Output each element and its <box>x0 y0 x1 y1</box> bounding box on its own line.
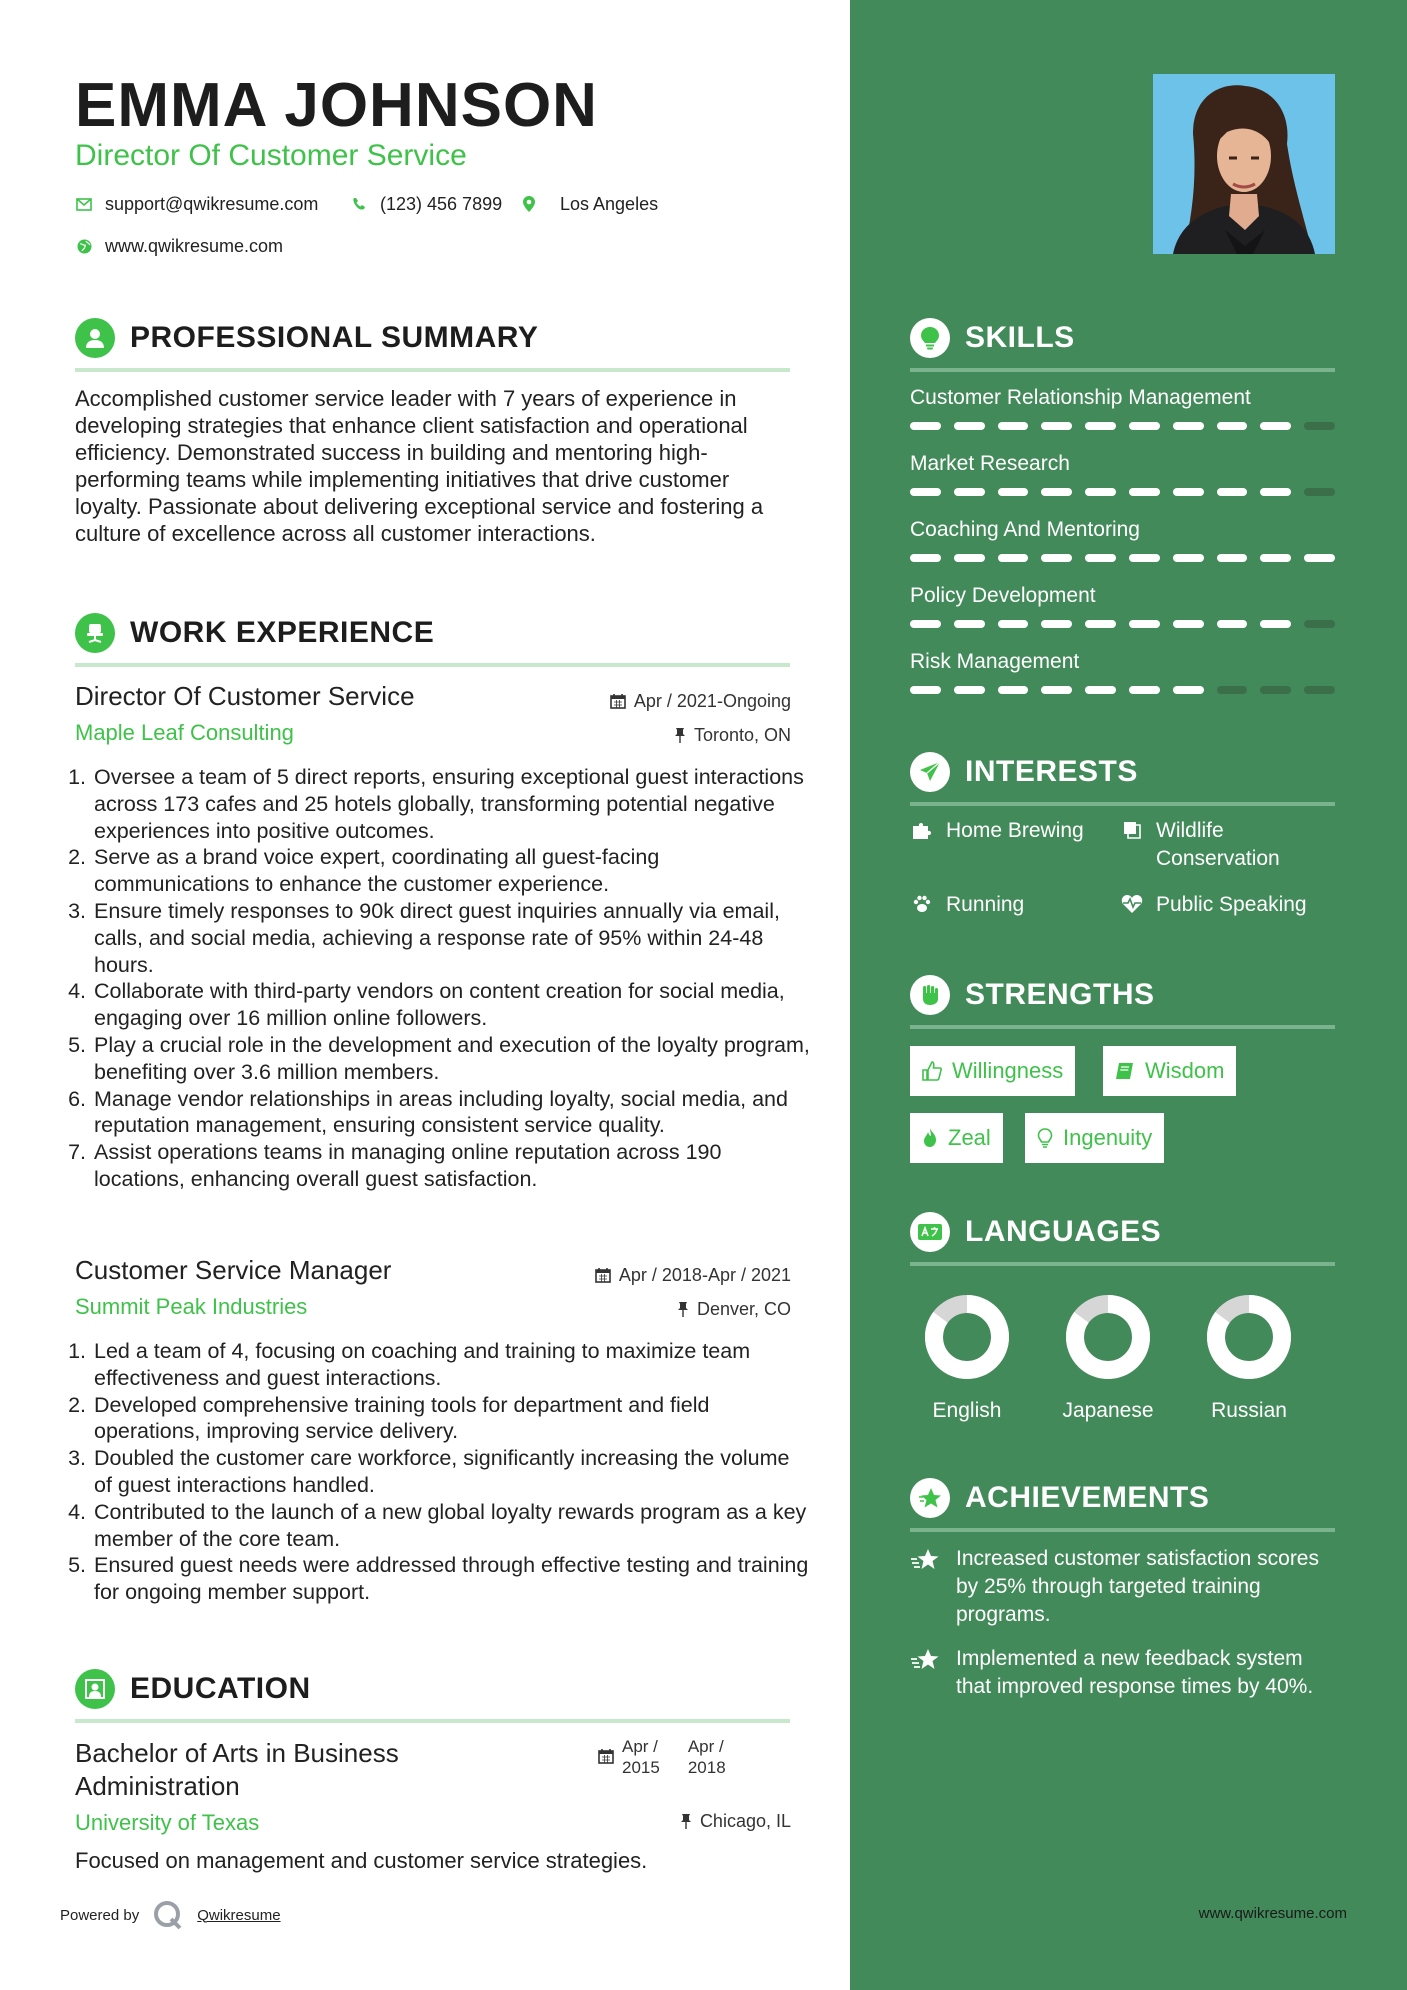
skill-segment-filled <box>1173 422 1204 430</box>
lightbulb-icon <box>1037 1128 1053 1148</box>
pushpin-icon <box>677 1301 689 1317</box>
skill-segment-filled <box>998 422 1029 430</box>
strength-label: Ingenuity <box>1063 1125 1153 1150</box>
phone-icon <box>350 197 368 211</box>
interest-item <box>910 817 1084 845</box>
strengths-heading: STRENGTHS <box>965 978 1155 1011</box>
job-2-dates-text: Apr / 2018-Apr / 2021 <box>618 1265 791 1285</box>
language-name: Japanese <box>1062 1399 1154 1422</box>
paper-plane-icon <box>910 752 950 792</box>
skill-segment-filled <box>998 620 1029 628</box>
skill-segment-filled <box>1129 620 1160 628</box>
languages-section-header <box>910 1206 1335 1266</box>
skill-item <box>910 648 1335 694</box>
skill-segment-filled <box>1173 620 1204 628</box>
pushpin-icon <box>680 1813 692 1829</box>
skill-name: Policy Development <box>910 584 1096 607</box>
list-item: 3. Doubled the customer care workforce, significantly increasing the volume of guest interactions handled. <box>92 1445 812 1499</box>
experience-heading: WORK EXPERIENCE <box>130 616 435 649</box>
graduate-icon <box>75 1669 115 1709</box>
book-icon <box>1120 817 1144 873</box>
job-2-location-text: Denver, CO <box>696 1299 791 1319</box>
sidebar <box>850 0 1407 1990</box>
skill-segment-empty <box>1304 620 1335 628</box>
skill-segment-filled <box>1260 488 1291 496</box>
skill-segment-filled <box>1304 554 1335 562</box>
language-name: Russian <box>1211 1399 1287 1422</box>
skill-segment-filled <box>1085 488 1116 496</box>
skill-segment-filled <box>1129 422 1160 430</box>
thumbs-up-icon <box>922 1061 942 1081</box>
language-donut <box>1204 1292 1294 1382</box>
job-2-location <box>677 1297 791 1321</box>
language-name: English <box>932 1399 1002 1422</box>
interest-item <box>1120 817 1280 873</box>
skill-name: Coaching And Mentoring <box>910 518 1140 541</box>
education-school: University of Texas <box>75 1810 260 1835</box>
job-1-dates-text: Apr / 2021-Ongoing <box>633 691 791 711</box>
languages-heading: LANGUAGES <box>965 1215 1162 1248</box>
user-icon <box>75 318 115 358</box>
degree-line-2: Administration <box>75 1771 240 1801</box>
map-pin-icon <box>520 196 538 212</box>
skill-segment-filled <box>954 554 985 562</box>
edu-end-b: 2018 <box>687 1758 726 1777</box>
skill-segment-filled <box>910 686 941 694</box>
achievements-heading: ACHIEVEMENTS <box>965 1481 1210 1514</box>
skill-segment-filled <box>910 620 941 628</box>
skill-segment-filled <box>1217 554 1248 562</box>
degree-line-1: Bachelor of Arts in Business <box>75 1738 399 1768</box>
education-dates <box>598 1736 726 1778</box>
language-item <box>1179 1292 1319 1423</box>
summary-text: Accomplished customer service leader with 7 years of experience in developing strategies that enhance client satisfaction and operational efficiency. Demonstrated success in building and mentoring high-performing teams while implementing initiatives that drive customer loyalty. Passionate about delivering exceptional service and fostering a culture of excellence across all customer interactions. <box>75 386 764 546</box>
candidate-name: EMMA JOHNSON <box>75 71 598 140</box>
skill-segment-filled <box>1041 422 1072 430</box>
job-1-location-text: Toronto, ON <box>693 725 791 745</box>
achievement-item <box>910 1545 1340 1629</box>
skill-segment-filled <box>1129 488 1160 496</box>
experience-section-header <box>75 607 790 667</box>
list-item: 6. Manage vendor relationships in areas including loyalty, social media, and reputation management, ensuring consistent service quality. <box>92 1086 812 1140</box>
interest-label: Public Speaking <box>1156 893 1307 916</box>
heartbeat-icon <box>1120 891 1144 919</box>
language-item <box>1038 1292 1178 1423</box>
wildlife-line-1: Wildlife <box>1156 819 1224 842</box>
skill-segment-filled <box>998 686 1029 694</box>
star-icon <box>910 1478 950 1518</box>
globe-icon <box>75 239 93 254</box>
lightbulb-icon <box>910 318 950 358</box>
skill-name: Risk Management <box>910 650 1080 673</box>
skill-item <box>910 384 1335 430</box>
powered-by-label: Powered by <box>60 1906 140 1924</box>
summary-heading: PROFESSIONAL SUMMARY <box>130 321 539 354</box>
skill-segment-filled <box>1173 686 1204 694</box>
skill-segment-filled <box>1217 422 1248 430</box>
interest-label <box>1156 817 1280 873</box>
achievement-item <box>910 1645 1340 1701</box>
skill-segment-filled <box>1085 686 1116 694</box>
education-heading: EDUCATION <box>130 1672 311 1705</box>
language-donut <box>1063 1292 1153 1382</box>
interests-section-header <box>910 746 1335 806</box>
strengths-section-header <box>910 969 1335 1029</box>
interest-label: Running <box>946 893 1025 916</box>
skill-segment-filled <box>998 554 1029 562</box>
skills-section-header <box>910 312 1335 372</box>
education-degree <box>75 1737 515 1803</box>
achievement-text: Increased customer satisfaction scores by 25% through targeted training programs. <box>956 1547 1319 1626</box>
skill-segment-filled <box>954 620 985 628</box>
list-item: 1. Led a team of 4, focusing on coaching and training to maximize team effectiveness and guest interactions. <box>92 1338 812 1392</box>
envelope-icon <box>75 198 93 211</box>
education-description: Focused on management and customer service strategies. <box>75 1848 648 1873</box>
language-donut <box>922 1292 1012 1382</box>
achievements-section-header <box>910 1472 1335 1532</box>
strength-tag <box>910 1046 1075 1096</box>
job-1-title: Director Of Customer Service <box>75 681 415 711</box>
fire-icon <box>922 1128 938 1148</box>
strength-tag <box>910 1113 1003 1163</box>
calendar-icon <box>610 693 626 709</box>
strength-tag <box>1103 1046 1236 1096</box>
list-item: 5. Ensured guest needs were addressed through effective testing and training for ongoing member support. <box>92 1552 812 1606</box>
job-2-bullets <box>70 1338 812 1606</box>
skill-level-bar <box>910 488 1335 496</box>
list-item: 7. Assist operations teams in managing online reputation across 190 locations, enhancing overall guest satisfaction. <box>92 1139 812 1193</box>
list-item: 4. Collaborate with third-party vendors on content creation for social media, engaging over 16 million online followers. <box>92 978 812 1032</box>
shooting-star-icon <box>910 1645 942 1701</box>
skill-segment-filled <box>954 488 985 496</box>
achievement-text: Implemented a new feedback system that improved response times by 40%. <box>956 1647 1314 1698</box>
phone-text: (123) 456 7899 <box>380 194 503 214</box>
interest-label: Home Brewing <box>946 819 1084 842</box>
edu-start-a: Apr / <box>622 1737 658 1756</box>
interests-heading: INTERESTS <box>965 755 1138 788</box>
puzzle-piece-icon <box>910 817 934 845</box>
education-location <box>680 1809 791 1833</box>
skill-level-bar <box>910 686 1335 694</box>
skill-segment-filled <box>1173 554 1204 562</box>
translate-icon <box>910 1212 950 1252</box>
skill-segment-filled <box>910 488 941 496</box>
skill-name: Market Research <box>910 452 1070 475</box>
job-1-bullets <box>70 764 812 1193</box>
skill-segment-empty <box>1304 422 1335 430</box>
skill-segment-filled <box>1085 620 1116 628</box>
list-item: 5. Play a crucial role in the development and execution of the loyalty program, benefiting over 3.6 million members. <box>92 1032 812 1086</box>
skill-segment-filled <box>1129 686 1160 694</box>
email-text: support@qwikresume.com <box>105 194 319 214</box>
job-2-company: Summit Peak Industries <box>75 1294 308 1319</box>
skills-heading: SKILLS <box>965 321 1075 354</box>
skill-segment-filled <box>1260 422 1291 430</box>
strength-tag <box>1025 1113 1164 1163</box>
office-chair-icon <box>75 613 115 653</box>
skill-item <box>910 582 1335 628</box>
skill-segment-filled <box>910 554 941 562</box>
list-item: 4. Contributed to the launch of a new global loyalty rewards program as a key member of the core team. <box>92 1499 812 1553</box>
skill-segment-empty <box>1304 686 1335 694</box>
skill-segment-filled <box>1041 488 1072 496</box>
edu-end-a: Apr / <box>687 1737 724 1756</box>
skill-segment-filled <box>954 686 985 694</box>
footer-website[interactable]: www.qwikresume.com <box>1198 1905 1347 1922</box>
education-location-text: Chicago, IL <box>699 1811 791 1831</box>
skill-level-bar <box>910 422 1335 430</box>
job-2-title: Customer Service Manager <box>75 1255 392 1285</box>
interest-item <box>910 891 1024 919</box>
list-item: 2. Serve as a brand voice expert, coordinating all guest-facing communications to enhance the customer experience. <box>92 844 812 898</box>
job-2-dates <box>595 1263 791 1287</box>
shooting-star-icon <box>910 1545 942 1629</box>
profile-photo <box>1153 74 1335 254</box>
location-text: Los Angeles <box>560 194 659 214</box>
contact-email[interactable] <box>75 192 318 216</box>
wildlife-line-2: Conservation <box>1156 847 1280 870</box>
list-item: 3. Ensure timely responses to 90k direct guest inquiries annually via email, calls, and social media, achieving a response rate of 95% within 24-48 hours. <box>92 898 812 978</box>
skill-segment-filled <box>1217 620 1248 628</box>
interest-item <box>1120 891 1307 919</box>
skill-segment-empty <box>1304 488 1335 496</box>
calendar-icon <box>598 1748 614 1764</box>
skill-name: Customer Relationship Management <box>910 386 1251 409</box>
skill-segment-filled <box>1260 620 1291 628</box>
skill-segment-filled <box>1173 488 1204 496</box>
skill-item <box>910 450 1335 496</box>
list-item: 2. Developed comprehensive training tools for department and field operations, improving service delivery. <box>92 1392 812 1446</box>
skill-segment-filled <box>1085 422 1116 430</box>
contact-location <box>520 192 658 216</box>
education-section-header <box>75 1663 790 1723</box>
skill-level-bar <box>910 620 1335 628</box>
summary-section-header <box>75 312 790 372</box>
calendar-icon <box>595 1267 611 1283</box>
book-icon <box>1115 1061 1135 1081</box>
skill-segment-filled <box>1041 686 1072 694</box>
qwikresume-logo-icon <box>153 1900 183 1930</box>
skill-segment-filled <box>1085 554 1116 562</box>
skill-segment-filled <box>1260 554 1291 562</box>
skill-item <box>910 516 1335 562</box>
job-1-dates <box>610 689 791 713</box>
strength-label: Zeal <box>948 1125 991 1150</box>
skill-segment-filled <box>1129 554 1160 562</box>
raised-fist-icon <box>910 975 950 1015</box>
strength-label: Willingness <box>952 1058 1064 1083</box>
job-1-company: Maple Leaf Consulting <box>75 720 294 745</box>
skill-segment-filled <box>954 422 985 430</box>
skill-segment-filled <box>910 422 941 430</box>
skill-segment-empty <box>1260 686 1291 694</box>
qwikresume-link[interactable]: Qwikresume <box>197 1906 281 1924</box>
powered-by <box>60 1900 281 1930</box>
paw-icon <box>910 891 934 919</box>
language-item <box>897 1292 1037 1423</box>
website-text: www.qwikresume.com <box>105 236 284 256</box>
list-item: 1. Oversee a team of 5 direct reports, ensuring exceptional guest interactions across 173 cafes and 25 hotels globally, transforming potential negative experiences into positive outcomes. <box>92 764 812 844</box>
edu-start-b: 2015 <box>622 1758 660 1777</box>
contact-website[interactable] <box>75 234 283 258</box>
contact-phone[interactable] <box>350 192 502 216</box>
pushpin-icon <box>674 727 686 743</box>
candidate-title: Director Of Customer Service <box>75 139 467 172</box>
strength-label: Wisdom <box>1145 1058 1225 1083</box>
skill-segment-filled <box>1041 620 1072 628</box>
job-1-location <box>674 723 791 747</box>
skill-segment-filled <box>1217 488 1248 496</box>
skill-segment-filled <box>1041 554 1072 562</box>
skill-segment-empty <box>1217 686 1248 694</box>
skill-level-bar <box>910 554 1335 562</box>
skill-segment-filled <box>998 488 1029 496</box>
